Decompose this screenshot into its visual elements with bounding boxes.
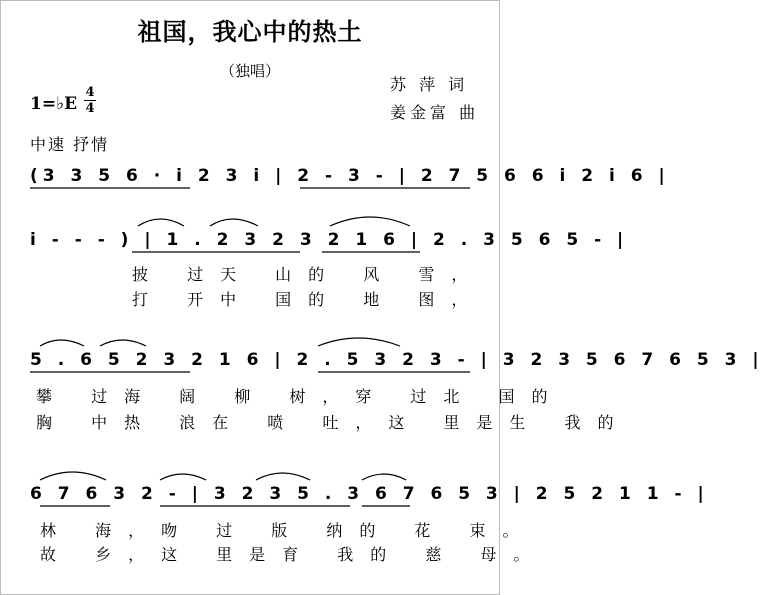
slur (40, 340, 84, 346)
lyricist-credit: 苏 萍 词 (390, 75, 469, 94)
notation-row-2: i - - - ) | 1 . 2 3 2 3 2 1 6 | 2 . 3 5 6 5 - | (30, 230, 629, 250)
slur (362, 474, 406, 480)
lyrics-row-4-verse-1: 林 海，吻 过 版 纳的 花 束。 (40, 521, 536, 540)
slur (318, 338, 400, 346)
song-subtitle: （独唱） (219, 62, 280, 80)
composer-credit: 姜金富 曲 (390, 103, 480, 122)
slur (210, 219, 258, 226)
notation-row-4: 6 7 6 3 2 - | 3 2 3 5 . 3 6 7 6 5 3 | 2 5 2 1 1 - | (30, 484, 709, 504)
key-signature: 1=♭E (30, 94, 78, 114)
slur (256, 473, 310, 480)
lyrics-row-3-verse-2: 胸 中热 浪在 喷 吐，这 里是生 我的 (36, 413, 631, 432)
slur (138, 219, 184, 226)
meter-top: 4 (85, 85, 95, 100)
lyrics-row-4-verse-2: 故 乡，这 里是育 我的 慈 母。 (40, 545, 547, 564)
slur (100, 340, 146, 346)
tempo-marking: 中速 抒情 (30, 135, 110, 154)
slur (330, 217, 410, 226)
lyrics-row-2-verse-2: 打 开中 国的 地 图， (132, 290, 485, 309)
notation-row-3: 5 . 6 5 2 3 2 1 6 | 2 . 5 3 2 3 - | 3 2 3 5 6 7 6 5 3 | (30, 350, 764, 370)
lyrics-row-2-verse-1: 披 过天 山的 风 雪， (132, 265, 485, 284)
notation-row-1: (3 3 5 6 · i 2 3 i | 2 - 3 - | 2 7 5 6 6 i 2 i 6 | (30, 166, 670, 186)
lyrics-row-3-verse-1: 攀 过海 阔 柳 树，穿 过北 国的 (36, 387, 565, 406)
slur (40, 472, 106, 480)
meter-bottom: 4 (85, 101, 95, 116)
song-title: 祖国，我心中的热土 (137, 17, 363, 46)
slur (160, 474, 206, 480)
